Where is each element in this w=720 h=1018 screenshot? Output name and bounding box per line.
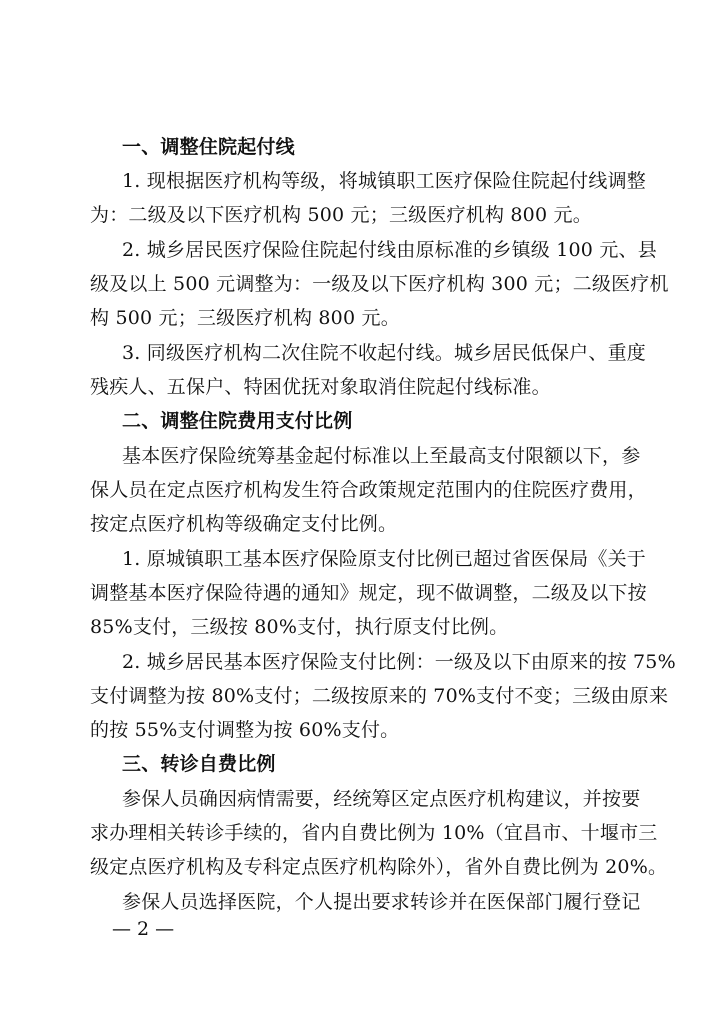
- paragraph-line: 为：二级及以下医疗机构 500 元；三级医疗机构 800 元。: [90, 204, 592, 226]
- paragraph-line: 支付调整为按 80%支付；二级按原来的 70%支付不变；三级由原来: [90, 685, 669, 707]
- paragraph-line: 的按 55%支付调整为按 60%支付。: [90, 719, 400, 741]
- paragraph-line: 级及以上 500 元调整为：一级及以下医疗机构 300 元；二级医疗机: [90, 273, 669, 295]
- paragraph-line: 参保人员确因病情需要，经统筹区定点医疗机构建议，并按要: [122, 788, 641, 810]
- paragraph-line: 2. 城乡居民医疗保险住院起付线由原标准的乡镇级 100 元、县: [122, 239, 657, 261]
- section-heading-1: 一、调整住院起付线: [122, 136, 295, 158]
- section-heading-3: 三、转诊自费比例: [122, 753, 276, 775]
- paragraph-line: 基本医疗保险统筹基金起付标准以上至最高支付限额以下，参: [122, 445, 641, 467]
- paragraph-line: 按定点医疗机构等级确定支付比例。: [90, 513, 398, 535]
- paragraph-line: 调整基本医疗保险待遇的通知》规定，现不做调整，二级及以下按: [90, 582, 647, 604]
- paragraph-line: 85%支付，三级按 80%支付，执行原支付比例。: [90, 616, 509, 638]
- paragraph-line: 1. 原城镇职工基本医疗保险原支付比例已超过省医保局《关于: [122, 548, 646, 570]
- paragraph-line: 构 500 元；三级医疗机构 800 元。: [90, 307, 400, 329]
- paragraph-line: 求办理相关转诊手续的，省内自费比例为 10%（宜昌市、十堰市三: [90, 822, 658, 844]
- paragraph-line: 2. 城乡居民基本医疗保险支付比例：一级及以下由原来的按 75%: [122, 651, 676, 673]
- paragraph-line: 保人员在定点医疗机构发生符合政策规定范围内的住院医疗费用，: [90, 479, 647, 501]
- paragraph-line: 3. 同级医疗机构二次住院不收起付线。城乡居民低保户、重度: [122, 342, 646, 364]
- paragraph-line: 1. 现根据医疗机构等级，将城镇职工医疗保险住院起付线调整: [122, 170, 646, 192]
- section-heading-2: 二、调整住院费用支付比例: [122, 410, 353, 432]
- paragraph-line: 参保人员选择医院，个人提出要求转诊并在医保部门履行登记: [122, 891, 641, 913]
- paragraph-line: 残疾人、五保户、特困优抚对象取消住院起付线标准。: [90, 376, 551, 398]
- paragraph-line: 级定点医疗机构及专科定点医疗机构除外），省外自费比例为 20%。: [90, 856, 668, 878]
- page-number: — 2 —: [112, 918, 175, 940]
